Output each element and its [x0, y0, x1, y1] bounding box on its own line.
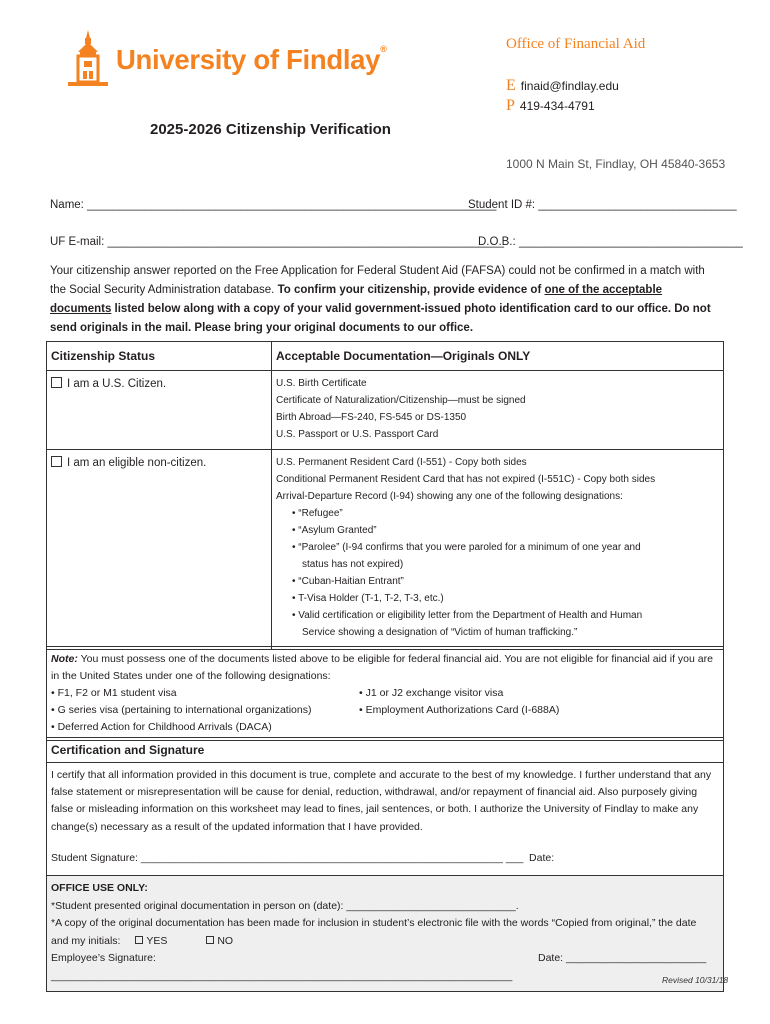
note-box: Note: You must possess one of the documents listed above to be eligible for federal financial aid. You are not eligible for financial aid if you are in the United States under one of the following designations: • F1, F2 or M1 student visa • J1 or J2 exchange visitor visa • G series visa (pertaining to international organizations) • Employment Authorizations Card (I-688A) • Deferred Action for Childhood Arrivals (DACA): [46, 646, 724, 741]
email-link[interactable]: finaid@findlay.edu: [520, 79, 619, 93]
intro-paragraph: Your citizenship answer reported on the Free Application for Federal Student Aid (FAFSA) could not be confirmed in a match with the Social Security Administration database. To confirm your citizenship, provide evidence of one of the acceptable documents listed below along with a copy of your valid government-issued photo identification card to our office. Do not send originals in the mail. Please bring your original documents to our office.: [50, 265, 711, 334]
citizen-option[interactable]: I am a U.S. Citizen.: [47, 371, 272, 450]
certification-text: I certify that all information provided in this document is true, complete and accurate to the best of my knowledge. I further understand that any false statement or misrepresentation will be cause for denial, reduction, withdrawal, and/or repayment of financial aid. Also purposely giving false or misleading information on this worksheet may lead to fines, jail sentences, or both. I authorize the University of Findlay to make any change(s) necessary as a result of the updated information that I have provided.: [51, 769, 712, 833]
documentation-table: [46, 341, 724, 650]
university-logo: [64, 28, 394, 88]
student-signature-field[interactable]: Student Signature: ______________________________________________________________ ___: [51, 851, 524, 864]
tower-icon: [64, 30, 112, 86]
page-title: 2025-2026 Citizenship Verification: [150, 121, 391, 138]
office-address: 1000 N Main St, Findlay, OH 45840-3653: [506, 157, 726, 171]
email-field[interactable]: UF E-mail: ______________________________________________________________: [50, 236, 505, 248]
certification-header: Certification and Signature: [47, 738, 724, 763]
employee-date-field[interactable]: Date: ________________________: [538, 952, 707, 964]
dob-field[interactable]: D.O.B.: ___________________________________: [478, 236, 743, 248]
student-id-field[interactable]: Student ID #: _______________________________: [468, 199, 737, 211]
contact-block: E finaid@findlay.edu P 419-434-4791: [506, 77, 619, 114]
documentation-header: Acceptable Documentation—Originals ONLY: [272, 342, 724, 371]
no-checkbox[interactable]: [206, 936, 214, 944]
signature-date-field[interactable]: Date:: [529, 851, 555, 864]
citizen-docs: U.S. Birth Certificate Certificate of Naturalization/Citizenship—must be signed Birth Abroad—FS-240, FS-545 or DS-1350 U.S. Passport or U.S. Passport Card: [272, 371, 724, 450]
logo-wordmark: University of Findlay®: [116, 44, 387, 75]
non-citizen-checkbox[interactable]: [51, 456, 62, 467]
phone-number: 419-434-4791: [519, 99, 595, 113]
presented-date-field[interactable]: *Student presented original documentation in person on (date): _____________________________.: [51, 899, 519, 912]
name-field[interactable]: Name: ________________________________________________________________: [50, 199, 497, 211]
yes-checkbox[interactable]: [135, 936, 143, 944]
office-use-box: OFFICE USE ONLY: *Student presented original documentation in person on (date): _____________________________. *A copy of the original documentation has been made for inclusion in student’s electronic file with the words “Copied from original,” the date and my initials: YES NO Employee’s Signature: _______________________________________________________________________________ Date: ________________________: [46, 875, 724, 992]
non-citizen-option[interactable]: I am an eligible non-citizen.: [47, 450, 272, 650]
certification-box: [46, 737, 724, 893]
office-title: Office of Financial Aid: [506, 36, 646, 52]
revision-date: Revised 10/31/18: [662, 975, 729, 985]
citizen-checkbox[interactable]: [51, 377, 62, 388]
status-header: Citizenship Status: [47, 342, 272, 371]
employee-signature-field[interactable]: Employee’s Signature: _______________________________________________________________________________: [51, 952, 513, 982]
non-citizen-docs: U.S. Permanent Resident Card (I-551) - Copy both sides Conditional Permanent Resident Card that has not expired (I-551C) - Copy both sides Arrival-Departure Record (I-94) showing any one of the following designations: • “Refugee” • “Asylum Granted” • “Parolee” (I-94 confirms that you were paroled for a minimum of one year and status has not expired) • “Cuban-Haitian Entrant” • T-Visa Holder (T-1, T-2, T-3, etc.) • Valid certification or eligibility letter from the Department of Health and Human Service showing a designation of “Victim of human trafficking.”: [272, 450, 724, 650]
